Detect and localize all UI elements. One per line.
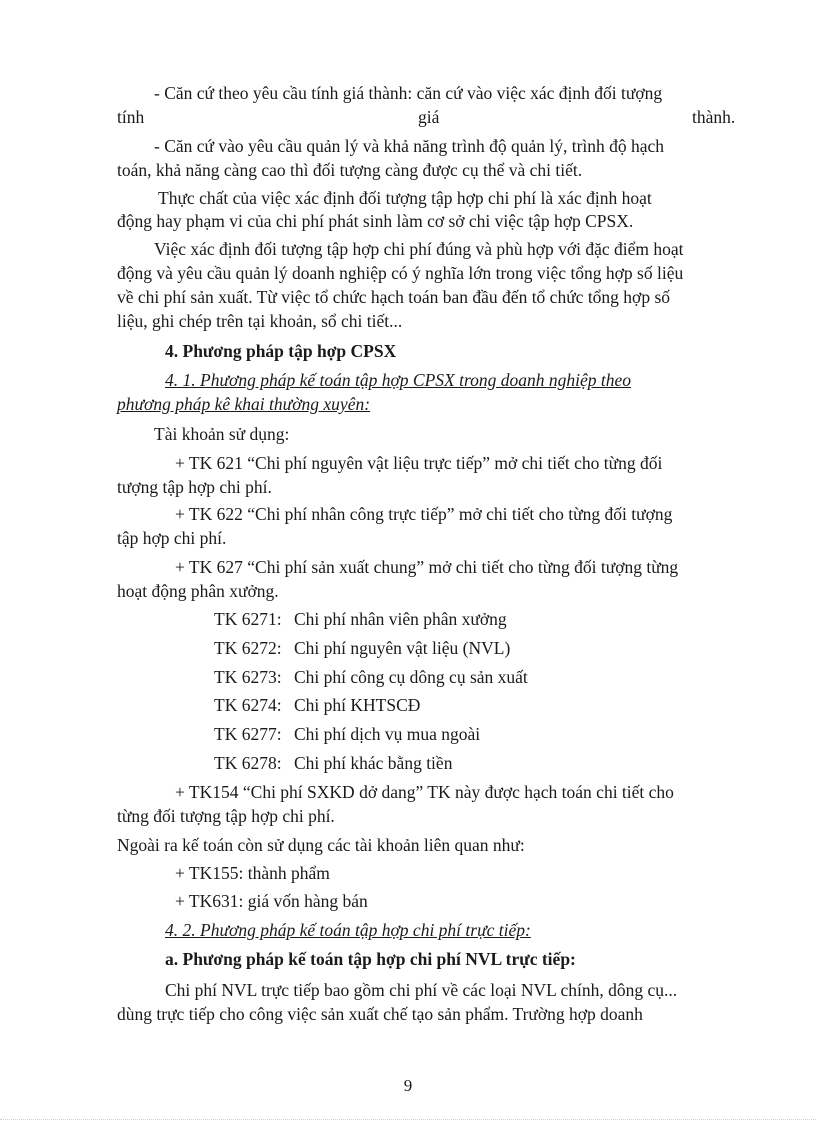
accounts-used-label: Tài khoản sử dụng: xyxy=(154,424,290,444)
account-line: + TK155: thành phẩm xyxy=(175,863,330,883)
sub-account-code: TK 6273: xyxy=(214,667,282,687)
page-number: 9 xyxy=(403,1076,413,1095)
account-line: tập hợp chi phí. xyxy=(117,528,227,548)
paragraph-line: về chi phí sản xuất. Từ việc tổ chức hạch toán ban đầu đến tổ chức tổng hợp số xyxy=(117,287,671,307)
sub-account-code: TK 6278: xyxy=(214,753,282,773)
paragraph-line: Thực chất của việc xác định đối tượng tập hợp chi phí là xác định hoạt xyxy=(158,188,652,208)
footer-divider xyxy=(0,1119,816,1120)
sub-account-desc: Chi phí nguyên vật liệu (NVL) xyxy=(294,638,511,658)
subsection-heading: a. Phương pháp kế toán tập hợp chi phí NVL trực tiếp: xyxy=(165,949,576,969)
subsection-heading: 4. 2. Phương pháp kế toán tập hợp chi phí trực tiếp: xyxy=(165,920,531,940)
other-accounts-intro: Ngoài ra kế toán còn sử dụng các tài khoản liên quan như: xyxy=(117,835,525,855)
paragraph-word: tính xyxy=(117,107,145,127)
sub-account-code: TK 6277: xyxy=(214,724,282,744)
sub-account-code: TK 6271: xyxy=(214,609,282,629)
sub-account-desc: Chi phí KHTSCĐ xyxy=(294,695,421,715)
account-line: từng đối tượng tập hợp chi phí. xyxy=(117,806,335,826)
sub-account-code: TK 6272: xyxy=(214,638,282,658)
paragraph-word: thành. xyxy=(692,107,736,127)
sub-account-desc: Chi phí khác bằng tiền xyxy=(294,753,453,773)
account-line: hoạt động phân xưởng. xyxy=(117,581,279,601)
section-heading: 4. Phương pháp tập hợp CPSX xyxy=(165,341,397,361)
sub-account-code: TK 6274: xyxy=(214,695,282,715)
paragraph-line: Chi phí NVL trực tiếp bao gồm chi phí về các loại NVL chính, dông cụ... xyxy=(165,980,678,1000)
account-line: tượng tập hợp chi phí. xyxy=(117,477,272,497)
account-line: + TK 622 “Chi phí nhân công trực tiếp” mở chi tiết cho từng đối tượng xyxy=(175,504,673,524)
paragraph-line: động và yêu cầu quản lý doanh nghiệp có ý nghĩa lớn trong việc tổng hợp số liệu xyxy=(117,263,684,283)
account-line: + TK631: giá vốn hàng bán xyxy=(175,891,368,911)
paragraph-line: - Căn cứ theo yêu cầu tính giá thành: căn cứ vào việc xác định đối tượng xyxy=(154,83,663,103)
paragraph-line: Việc xác định đối tượng tập hợp chi phí đúng và phù hợp với đặc điểm hoạt xyxy=(154,239,684,259)
paragraph-line: toán, khả năng càng cao thì đối tượng càng được cụ thể và chi tiết. xyxy=(117,160,583,180)
subsection-heading: 4. 1. Phương pháp kế toán tập hợp CPSX trong doanh nghiệp theo xyxy=(165,370,632,390)
paragraph-line: - Căn cứ vào yêu cầu quản lý và khả năng trình độ quản lý, trình độ hạch xyxy=(154,136,665,156)
account-line: + TK154 “Chi phí SXKD dở dang” TK này được hạch toán chi tiết cho xyxy=(175,782,674,802)
paragraph-word: giá xyxy=(418,107,440,127)
subsection-heading: phương pháp kê khai thường xuyên: xyxy=(117,394,371,414)
sub-account-desc: Chi phí nhân viên phân xưởng xyxy=(294,609,507,629)
account-line: + TK 621 “Chi phí nguyên vật liệu trực tiếp” mở chi tiết cho từng đối xyxy=(175,453,663,473)
sub-account-desc: Chi phí công cụ dông cụ sản xuất xyxy=(294,667,528,687)
paragraph-line: dùng trực tiếp cho công việc sản xuất chế tạo sản phẩm. Trường hợp doanh xyxy=(117,1004,643,1024)
paragraph-line: liệu, ghi chép trên tại khoản, sổ chi tiết... xyxy=(117,311,403,331)
sub-account-desc: Chi phí dịch vụ mua ngoài xyxy=(294,724,481,744)
paragraph-line: động hay phạm vi của chi phí phát sinh làm cơ sở chi việc tập hợp CPSX. xyxy=(117,211,634,231)
account-line: + TK 627 “Chi phí sản xuất chung” mở chi tiết cho từng đối tượng từng xyxy=(175,557,679,577)
